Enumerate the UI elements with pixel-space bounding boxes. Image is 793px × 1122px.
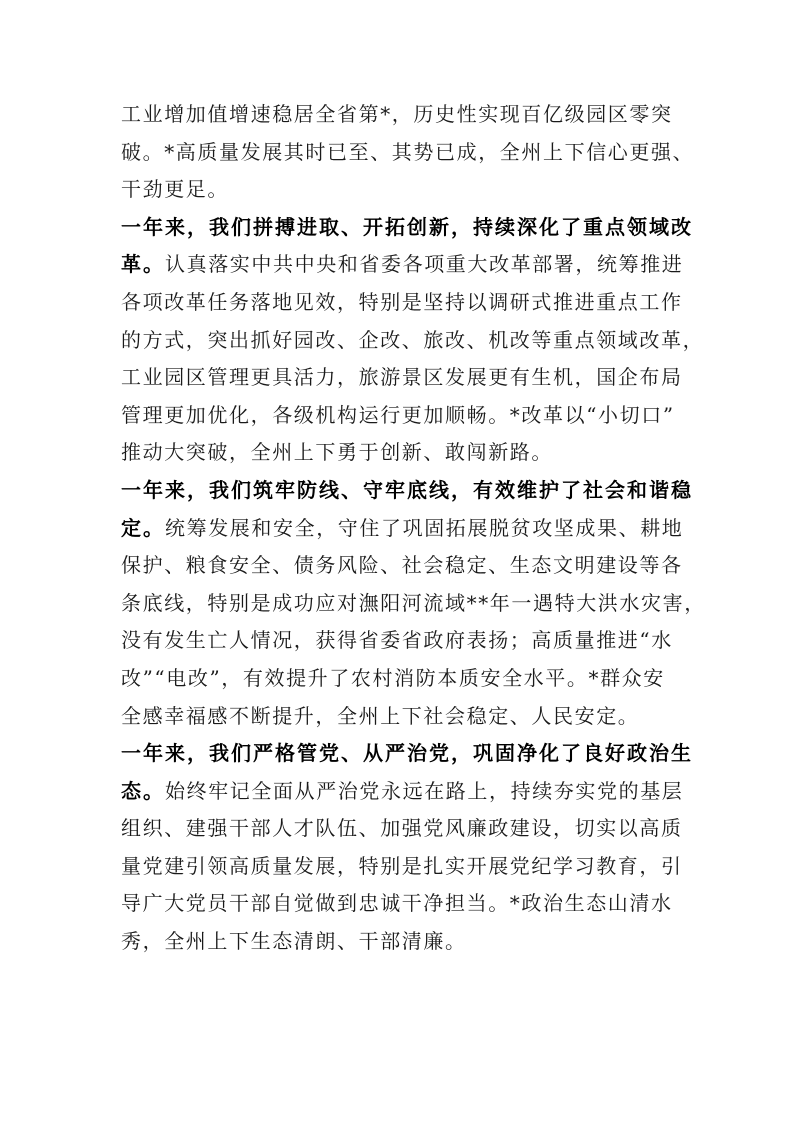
text-line bbox=[121, 397, 681, 435]
bold-heading-text: 态。 bbox=[121, 778, 165, 803]
body-text: 干劲更足。 bbox=[121, 177, 229, 202]
body-text: 量党建引领高质量发展，特别是扎实开展党纪学习教育，引 bbox=[121, 853, 683, 878]
body-text: 改”“电改”，有效提升了农村消防本质安全水平。*群众安 bbox=[121, 665, 665, 690]
bold-heading-text: 一年来，我们严格管党、从严治党，巩固净化了良好政治生 bbox=[121, 741, 693, 766]
text-line bbox=[121, 622, 681, 660]
paragraph-p1 bbox=[121, 96, 695, 209]
text-line bbox=[121, 810, 681, 848]
body-text: 全感幸福感不断提升，全州上下社会稳定、人民安定。 bbox=[121, 703, 640, 728]
text-line bbox=[121, 698, 681, 736]
text-line bbox=[121, 359, 681, 397]
text-line bbox=[121, 322, 705, 360]
text-line bbox=[121, 171, 681, 209]
body-text: 各项改革任务落地见效，特别是坚持以调研式推进重点工作 bbox=[121, 289, 683, 314]
text-line bbox=[121, 209, 693, 247]
body-text: 导广大党员干部自觉做到忠诚干净担当。*政治生态山清水 bbox=[121, 891, 673, 916]
text-line bbox=[121, 284, 681, 322]
body-text: 认真落实中共中央和省委各项重大改革部署，统筹推进 bbox=[165, 252, 684, 277]
body-text: 工业园区管理更具活力，旅游景区发展更有生机，国企布局 bbox=[121, 365, 683, 390]
text-line bbox=[121, 735, 693, 773]
body-text: 始终牢记全面从严治党永远在路上，持续夯实党的基层 bbox=[165, 778, 684, 803]
text-line bbox=[121, 773, 684, 811]
text-line bbox=[121, 472, 693, 510]
body-text: 没有发生亡人情况，获得省委省政府表扬；高质量推进“水 bbox=[121, 628, 673, 653]
body-text: 秀，全州上下生态清朗、干部清廉。 bbox=[121, 929, 467, 954]
bold-heading-text: 革。 bbox=[121, 252, 165, 277]
body-text: 管理更加优化，各级机构运行更加顺畅。*改革以“小切口” bbox=[121, 402, 675, 427]
body-text: 推动大突破，全州上下勇于创新、敢闯新路。 bbox=[121, 440, 553, 465]
body-text: 的方式，突出抓好园改、企改、旅改、机改等重点领域改革， bbox=[121, 327, 705, 352]
bold-heading-text: 一年来，我们筑牢防线、守牢底线，有效维护了社会和谐稳 bbox=[121, 477, 693, 502]
text-line bbox=[121, 848, 681, 886]
text-line bbox=[121, 885, 681, 923]
document-body bbox=[121, 96, 706, 961]
paragraph-p3 bbox=[121, 472, 706, 735]
text-line bbox=[121, 923, 681, 961]
text-line bbox=[121, 660, 681, 698]
text-line bbox=[121, 510, 684, 548]
text-line bbox=[121, 246, 684, 284]
bold-heading-text: 定。 bbox=[121, 515, 165, 540]
text-line bbox=[121, 96, 681, 134]
bold-heading-text: 一年来，我们拼搏进取、开拓创新，持续深化了重点领域改 bbox=[121, 214, 693, 239]
body-text: 破。*高质量发展其时已至、其势已成，全州上下信心更强、 bbox=[121, 139, 695, 164]
body-text: 保护、粮食安全、债务风险、社会稳定、生态文明建设等各 bbox=[121, 553, 683, 578]
paragraph-p2 bbox=[121, 209, 705, 472]
text-line bbox=[121, 434, 681, 472]
paragraph-p4 bbox=[121, 735, 693, 961]
body-text: 条底线，特别是成功应对潕阳河流域**年一遇特大洪水灾害， bbox=[121, 590, 706, 615]
body-text: 统筹发展和安全，守住了巩固拓展脱贫攻坚成果、耕地 bbox=[165, 515, 684, 540]
body-text: 组织、建强干部人才队伍、加强党风廉政建设，切实以高质 bbox=[121, 816, 683, 841]
text-line bbox=[121, 547, 681, 585]
text-line bbox=[121, 585, 706, 623]
text-line bbox=[121, 134, 695, 172]
body-text: 工业增加值增速稳居全省第*，历史性实现百亿级园区零突 bbox=[121, 102, 673, 126]
